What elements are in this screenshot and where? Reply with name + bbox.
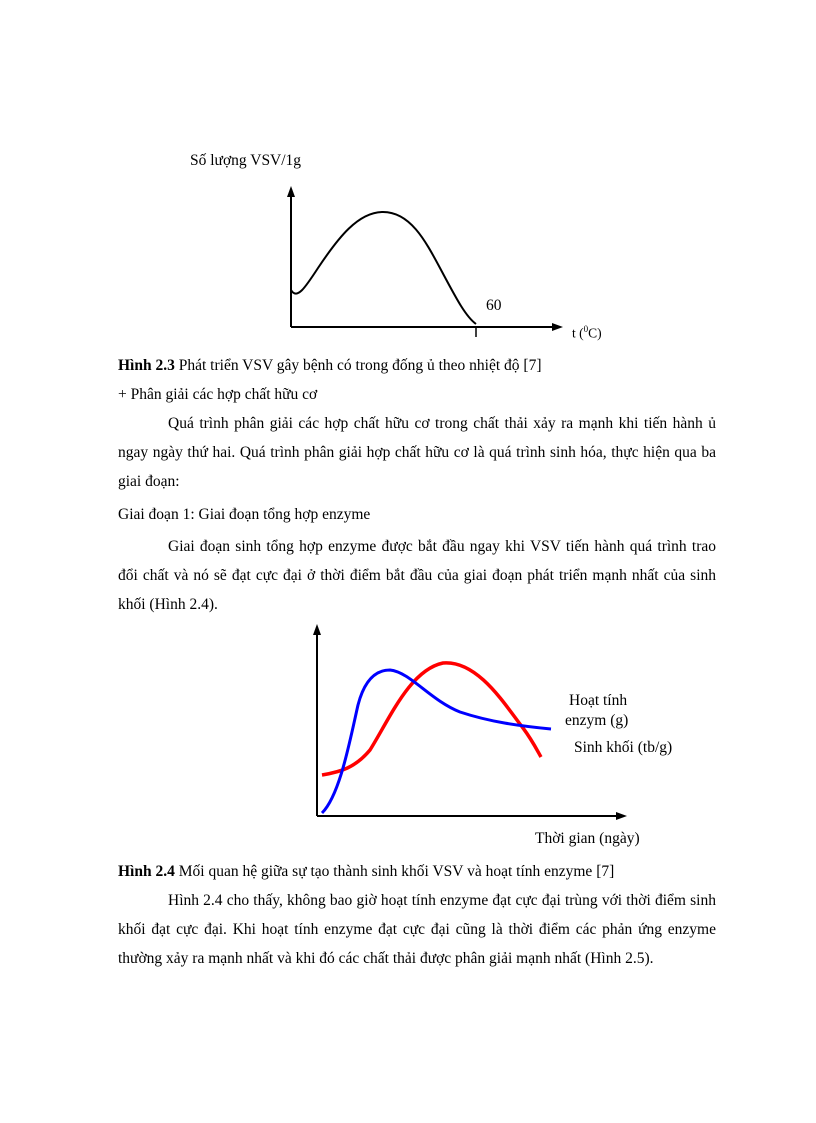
section-heading: + Phân giải các hợp chất hữu cơ xyxy=(118,386,318,403)
stage-1-heading: Giai đoạn 1: Giai đoạn tổng hợp enzyme xyxy=(118,506,371,523)
paragraph-2: Giai đoạn sinh tổng hợp enzyme được bắt đầu ngay khi VSV tiến hành quá trình trao đổi chất và nó sẽ đạt cực đại ở thời điểm bắt đầu của giai đoạn phát triển mạnh nhất của sinh khối (Hình 2.4). xyxy=(118,538,716,613)
fig24-legend-enzyme-line2: enzym (g) xyxy=(565,712,629,729)
paragraph-3: Hình 2.4 cho thấy, không bao giờ hoạt tính enzyme đạt cực đại trùng với thời điểm sinh khối đạt cực đại. Khi hoạt tính enzyme đạt cực đại cũng là thời điểm các phản ứng enzyme thường xảy ra mạnh nhất và khi đó các chất thải được phân giải mạnh nhất (Hình 2.5). xyxy=(118,892,716,967)
fig23-y-axis-label: Số lượng VSV/1g xyxy=(190,152,302,169)
fig24-legend-biomass: Sinh khối (tb/g) xyxy=(574,739,673,756)
fig24-caption: Hình 2.4 Mối quan hệ giữa sự tạo thành sinh khối VSV và hoạt tính enzyme [7] xyxy=(118,863,615,880)
fig24-y-arrow xyxy=(313,624,321,635)
fig24-x-axis-label: Thời gian (ngày) xyxy=(535,830,640,847)
fig23-tick-label: 60 xyxy=(486,297,502,314)
fig24-x-arrow xyxy=(616,812,627,820)
paragraph-1: Quá trình phân giải các hợp chất hữu cơ trong chất thải xảy ra mạnh khi tiến hành ủ ngay ngày thứ hai. Quá trình phân giải hợp chất hữu cơ là quá trình sinh hóa, thực hiện qua ba giai đoạn: xyxy=(118,415,716,490)
fig24-enzyme-curve xyxy=(322,670,551,813)
fig23-x-axis-label: t ($^0$C) xyxy=(572,324,602,341)
fig24-legend-enzyme-line1: Hoạt tính xyxy=(569,692,628,709)
fig23-caption: Hình 2.3 Phát triển VSV gây bệnh có trong đống ủ theo nhiệt độ [7] xyxy=(118,357,542,374)
